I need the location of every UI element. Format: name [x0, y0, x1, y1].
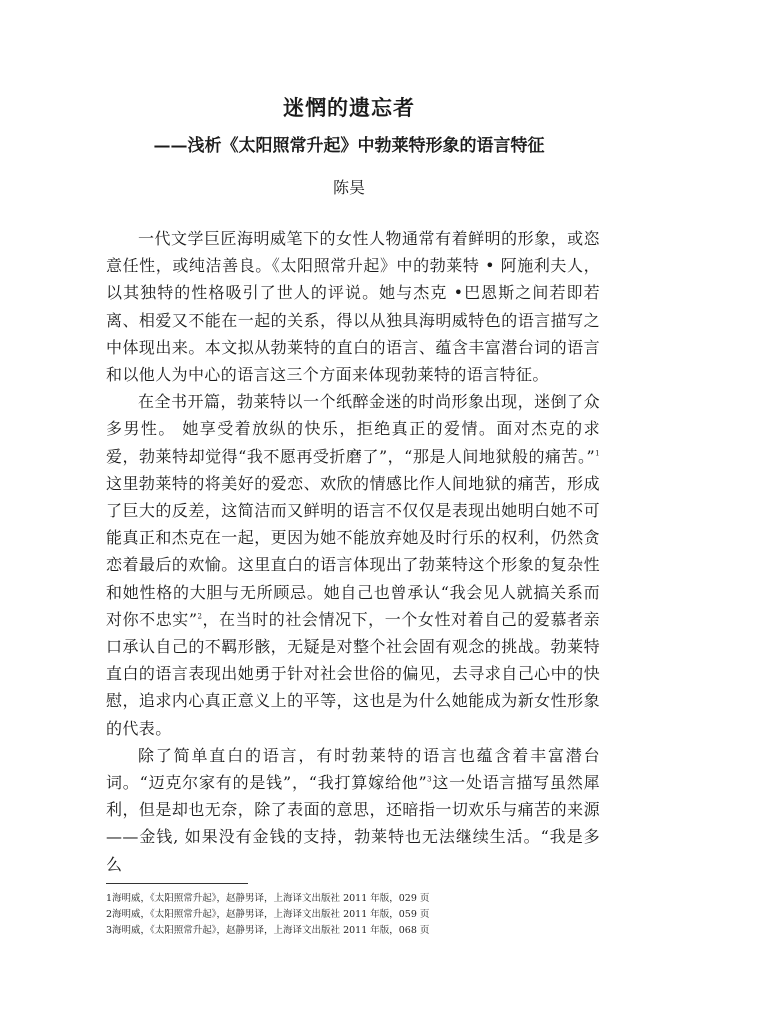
body-paragraph	[106, 388, 600, 742]
paragraph-text: 在全书开篇，勃莱特以一个纸醉金迷的时尚形象出现，迷倒了众多男性。 她享受着放纵的快乐，拒绝真正的爱情。面对杰克的求爱，勃莱特却觉得“我不愿再受折磨了”，“那是人间地狱般的痛苦。”	[106, 392, 600, 466]
document-subtitle: ——浅析《太阳照常升起》中勃莱特形象的语言特征	[153, 136, 545, 156]
paragraph-text: ，在当时的社会情况下，一个女性对着自己的爱慕者亲口承认自己的不羁形骸，无疑是对整个社会固有观念的挑战。勃莱特直白的语言表现出她勇于针对社会世俗的偏见，去寻求自己心中的快慰，追求内心真正意义上的平等，这也是为什么她能成为新女性形象的代表。	[106, 609, 600, 738]
footnote-reference[interactable]: 3	[427, 775, 432, 784]
document-author: 陈昊	[332, 178, 365, 197]
document-title: 迷惘的遗忘者	[283, 95, 415, 120]
footnote-item: 2海明威，《太阳照常升起》，赵静男译，上海译文出版社 2011 年版，059 页	[106, 909, 430, 920]
paragraph-text: 这一处语言描写虽然犀利，但是却也无奈，除了表面的意思，还暗指一切欢乐与痛苦的来源——金钱, 如果没有金钱的支持，勃莱特也无法继续生活。“我是多么	[106, 773, 600, 874]
footnote-item: 1海明威，《太阳照常升起》，赵静男译，上海译文出版社 2011 年版，029 页	[106, 893, 430, 904]
footnote-reference[interactable]: 2	[197, 612, 203, 621]
paragraph-text: 除了简单直白的语言，有时勃莱特的语言也蕴含着丰富潜台词。“迈克尔家有的是钱”，“我打算嫁给他”	[106, 745, 600, 793]
paragraph-text: 这里勃莱特的将美好的爱恋、欢欣的情感比作人间地狱的痛苦，形成了巨大的反差，这简洁而又鲜明的语言不仅仅是表现出她明白她不可能真正和杰克在一起，更因为她不能放弃她及时行乐的权利，仍然贪恋着最后的欢愉。这里直白的语言体现出了勃莱特这个形象的复杂性和她性格的大胆与无所顾忌。她自己也曾承认“我会见人就搞关系而对你不忠实”	[106, 473, 600, 629]
body-paragraph	[106, 742, 600, 878]
footnote-divider	[106, 883, 248, 884]
body-paragraph	[106, 225, 600, 388]
document-body	[106, 225, 600, 878]
footnote-reference[interactable]: 1	[595, 449, 600, 458]
paragraph-text: 一代文学巨匠海明威笔下的女性人物通常有着鲜明的形象，或恣意任性，或纯洁善良。《太阳照常升起》中的勃莱特 • 阿施利夫人，以其独特的性格吸引了世人的评说。她与杰克 •巴恩斯之间若即若离、相爱又不能在一起的关系，得以从独具海明威特色的语言描写之中体现出来。本文拟从勃莱特的直白的语言、蕴含丰富潜台词的语言和以他人为中心的语言这三个方面来体现勃莱特的语言特征。	[106, 229, 600, 385]
footnotes	[106, 891, 600, 939]
footnote-item: 3海明威，《太阳照常升起》，赵静男译，上海译文出版社 2011 年版，068 页	[106, 925, 430, 936]
